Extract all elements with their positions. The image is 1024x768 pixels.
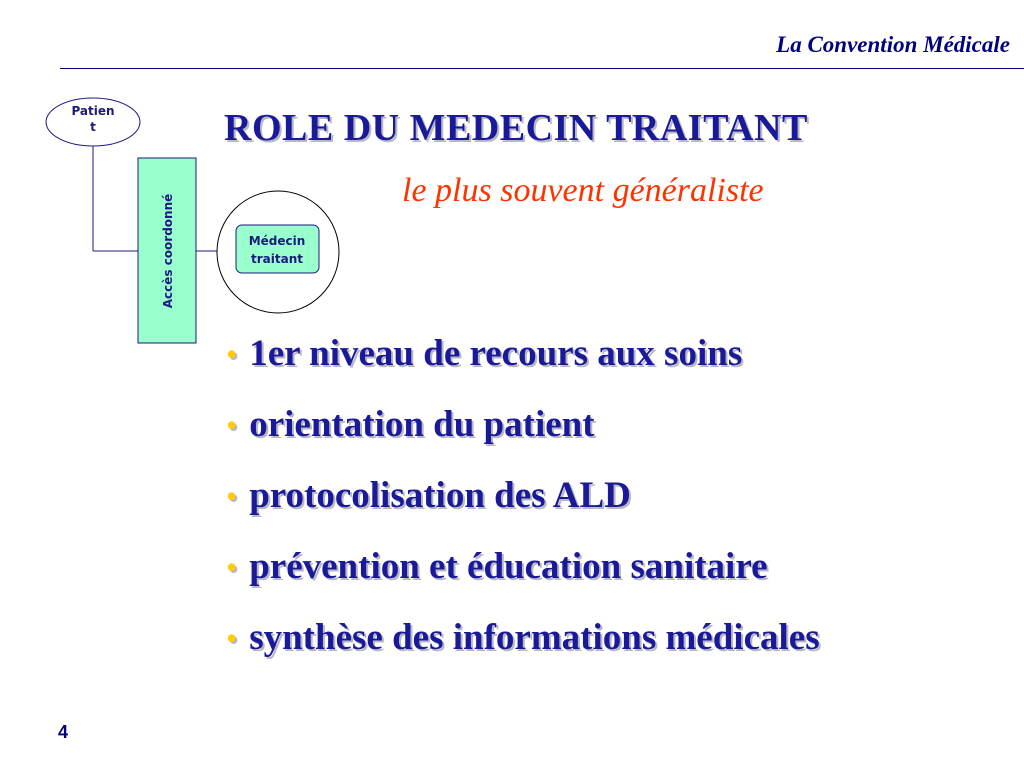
list-item: [226, 531, 820, 602]
doctor-label-line2: traitant: [251, 252, 303, 266]
list-item-text: protocolisation des ALD: [249, 475, 631, 516]
page-title: ROLE DU MEDECIN TRAITANT: [224, 107, 808, 149]
bullet-icon: •: [226, 335, 238, 372]
bullet-icon: •: [226, 619, 238, 656]
header-title: La Convention Médicale: [776, 32, 1010, 57]
list-item-text: orientation du patient: [249, 404, 595, 445]
list-item-text: synthèse des informations médicales: [249, 617, 820, 658]
bullet-list: [226, 318, 820, 673]
access-label: Accès coordonné: [161, 193, 175, 309]
list-item-text: 1er niveau de recours aux soins: [249, 333, 743, 374]
page-number: 4: [58, 722, 69, 742]
patient-label-line2: t: [90, 120, 96, 134]
list-item: [226, 602, 820, 673]
bullet-icon: •: [226, 477, 238, 514]
list-item-text: prévention et éducation sanitaire: [249, 546, 768, 587]
bullet-icon: •: [226, 406, 238, 443]
access-diagram: [0, 0, 360, 360]
page-subtitle: le plus souvent généraliste: [402, 172, 764, 209]
list-item: [226, 389, 820, 460]
list-item: [226, 318, 820, 389]
list-item: [226, 460, 820, 531]
patient-label-line1: Patien: [71, 104, 115, 118]
doctor-label-line1: Médecin: [248, 234, 306, 248]
bullet-icon: •: [226, 548, 238, 585]
